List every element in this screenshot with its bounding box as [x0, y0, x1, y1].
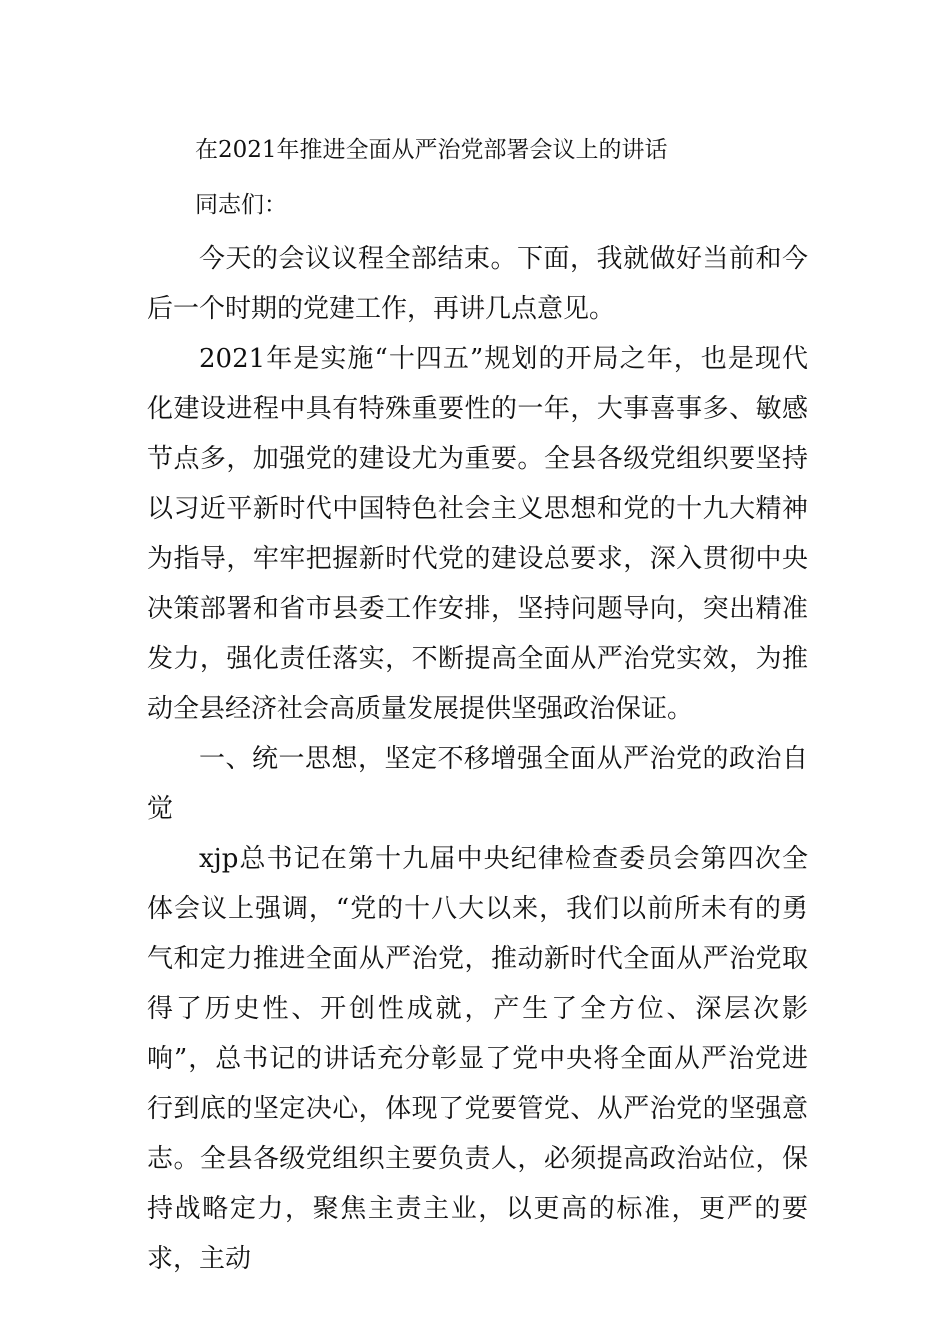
document-body — [147, 234, 808, 1284]
paragraph-opening: 今天的会议议程全部结束。下面，我就做好当前和今后一个时期的党建工作，再讲几点意见。 — [147, 244, 808, 324]
section-heading-1: 一、统一思想，坚定不移增强全面从严治党的政治自觉 — [147, 744, 808, 824]
document-title: 在2021年推进全面从严治党部署会议上的讲话 — [195, 137, 668, 163]
paragraph-2021-overview: 2021年是实施“十四五”规划的开局之年，也是现代化建设进程中具有特殊重要性的一年，大事喜事多、敏感节点多，加强党的建设尤为重要。全县各级党组织要坚持以习近平新时代中国特色社会主义思想和党的十九大精神为指导，牢牢把握新时代党的建设总要求，深入贯彻中央决策部署和省市县委工作安排，坚持问题导向，突出精准发力，强化责任落实，不断提高全面从严治党实效，为推动全县经济社会高质量发展提供坚强政治保证。 — [147, 344, 808, 724]
salutation: 同志们： — [195, 192, 287, 218]
paragraph-section-1: xjp总书记在第十九届中央纪律检查委员会第四次全体会议上强调，“党的十八大以来，我们以前所未有的勇气和定力推进全面从严治党，推动新时代全面从严治党取得了历史性、开创性成就，产生了全方位、深层次影响”，总书记的讲话充分彰显了党中央将全面从严治党进行到底的坚定决心，体现了党要管党、从严治党的坚强意志。全县各级党组织主要负责人，必须提高政治站位，保持战略定力，聚焦主责主业，以更高的标准，更严的要求，主动 — [147, 844, 808, 1274]
